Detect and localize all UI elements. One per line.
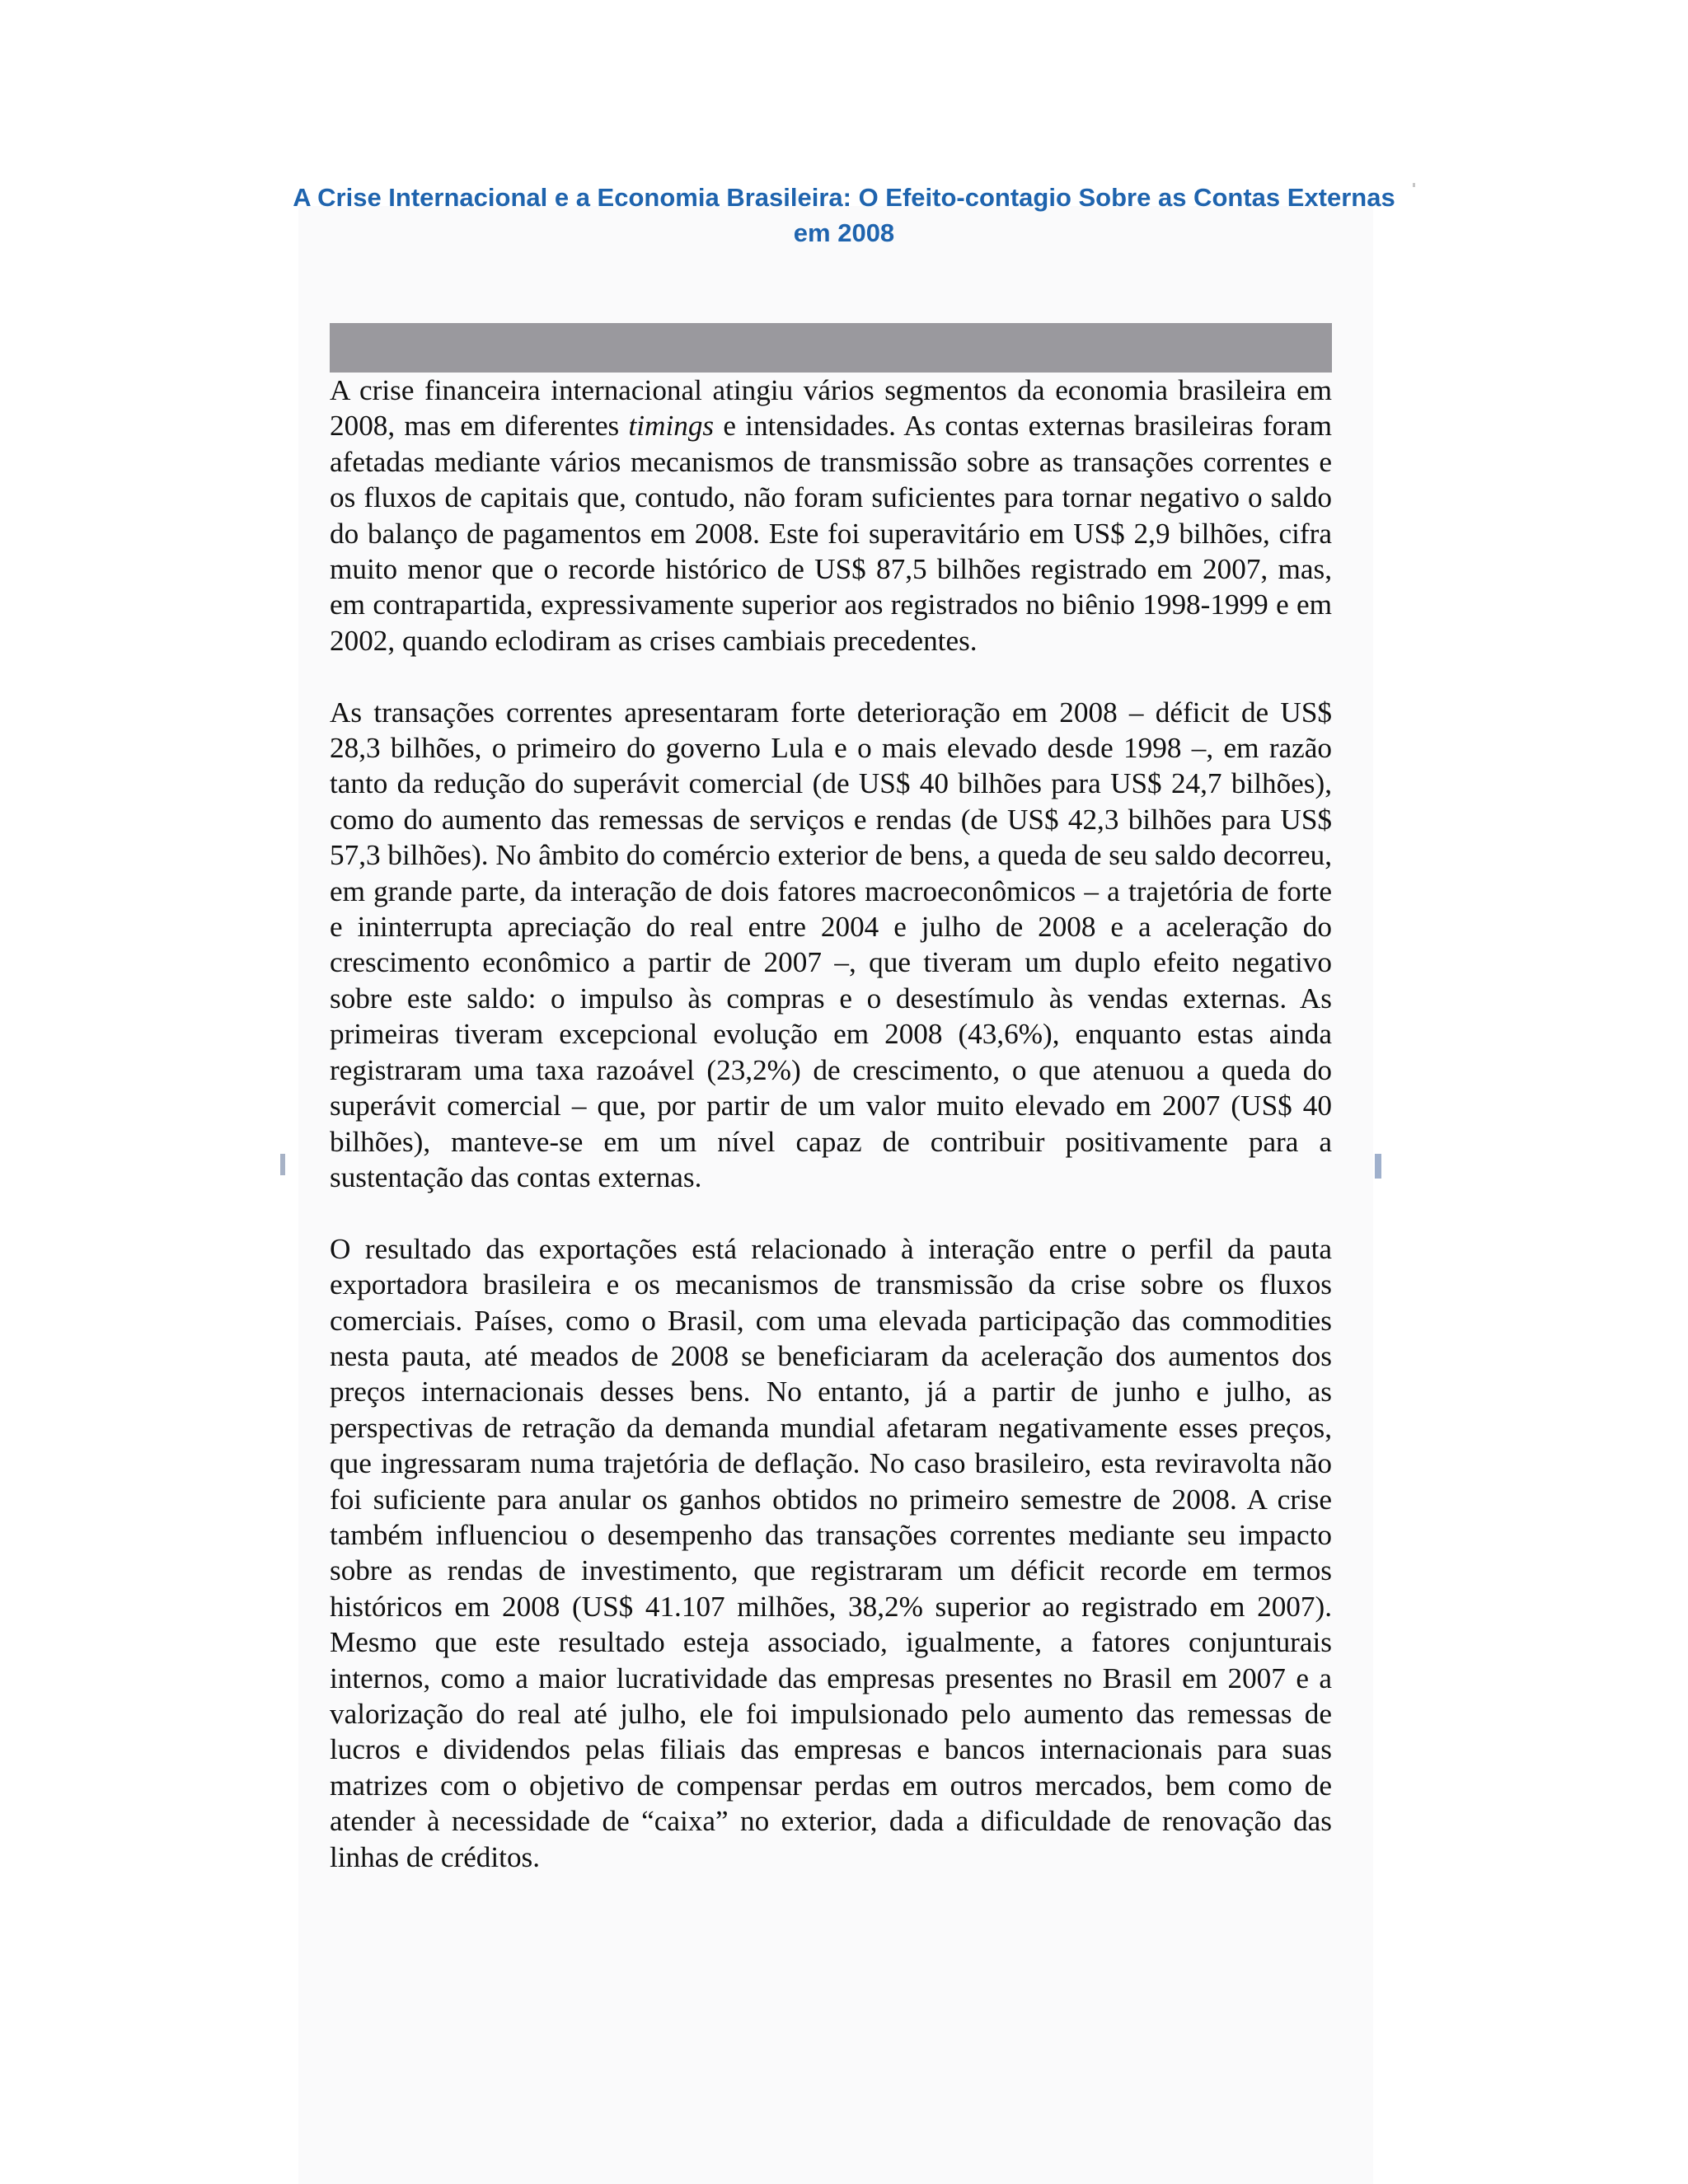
left-margin-marker [280, 1154, 285, 1175]
paragraph-3: O resultado das exportações está relacionado à interação entre o perfil da pauta exportadora brasileira e os mecanismos de transmissão da crise sobre os fluxos comerciais. Países, como o Brasil, com uma elevada participação das commodities nesta pauta, até meados de 2008 se beneficiaram da aceleração dos aumentos dos preços internacionais desses bens. No entanto, já a partir de junho e julho, as perspectivas de retração da demanda mundial afetaram negativamente esses preços, que ingressaram numa trajetória de deflação. No caso brasileiro, esta reviravolta não foi suficiente para anular os ganhos obtidos no primeiro semestre de 2008. A crise também influenciou o desempenho das transações correntes mediante seu impacto sobre as rendas de investimento, que registraram um déficit recorde em termos históricos em 2008 (US$ 41.107 milhões, 38,2% superior ao registrado em 2007). Mesmo que este resultado esteja associado, igualmente, a fatores conjunturais internos, como a maior lucratividade das empresas presentes no Brasil em 2007 e a valorização do real até julho, ele foi impulsionado pelo aumento das remessas de lucros e dividendos pelas filiais das empresas e bancos internacionais para suas matrizes com o objetivo de compensar perdas em outros mercados, bem como de atender à necessidade de “caixa” no exterior, dada a dificuldade de renovação das linhas de créditos. [330, 1232, 1332, 1873]
right-margin-marker [1375, 1154, 1381, 1179]
paragraph-1 [330, 373, 1332, 658]
document-body [330, 373, 1332, 1875]
paragraph-1-italic-term: timings [628, 410, 715, 443]
paragraph-1-rest: e intensidades. As contas externas brasileiras foram afetadas mediante vários mecanismos de transmissão sobre as transações correntes e os fluxos de capitais que, contudo, não foram suficientes para tornar negativo o saldo do balanço de pagamentos em 2008. Este foi superavitário em US$ 2,9 bilhões, cifra muito menor que o recorde histórico de US$ 87,5 bilhões registrado em 2007, mas, em contrapartida, expressivamente superior aos registrados no biênio 1998-1999 e em 2002, quando eclodiram as crises cambiais precedentes. [330, 410, 1332, 657]
paragraph-2: As transações correntes apresentaram forte deterioração em 2008 – déficit de US$ 28,3 bilhões, o primeiro do governo Lula e o mais elevado desde 1998 –, em razão tanto da redução do superávit comercial (de US$ 40 bilhões para US$ 24,7 bilhões), como do aumento das remessas de serviços e rendas (de US$ 42,3 bilhões para US$ 57,3 bilhões). No âmbito do comércio exterior de bens, a queda de seu saldo decorreu, em grande parte, da interação de dois fatores macroeconômicos – a trajetória de forte e ininterrupta apreciação do real entre 2004 e julho de 2008 e a aceleração do crescimento econômico a partir de 2007 –, que tiveram um duplo efeito negativo sobre este saldo: o impulso às compras e o desestímulo às vendas externas. As primeiras tiveram excepcional evolução em 2008 (43,6%), enquanto estas ainda registraram uma taxa razoável (23,2%) de crescimento, o que atenuou a queda do superávit comercial – que, por partir de um valor muito elevado em 2007 (US$ 40 bilhões), manteve-se em um nível capaz de contribuir positivamente para a sustentação das contas externas. [330, 696, 1332, 1193]
paragraph-1-start: A crise financeira internacional atingiu vários segmentos da economia brasileira em 2008, mas em diferentes [330, 374, 1332, 443]
document-title: A Crise Internacional e a Economia Brasileira: O Efeito-contagio Sobre as Contas Externas em 2008 [293, 183, 1395, 247]
section-header-bar [330, 323, 1332, 373]
scan-artifact-dot [1413, 183, 1415, 187]
